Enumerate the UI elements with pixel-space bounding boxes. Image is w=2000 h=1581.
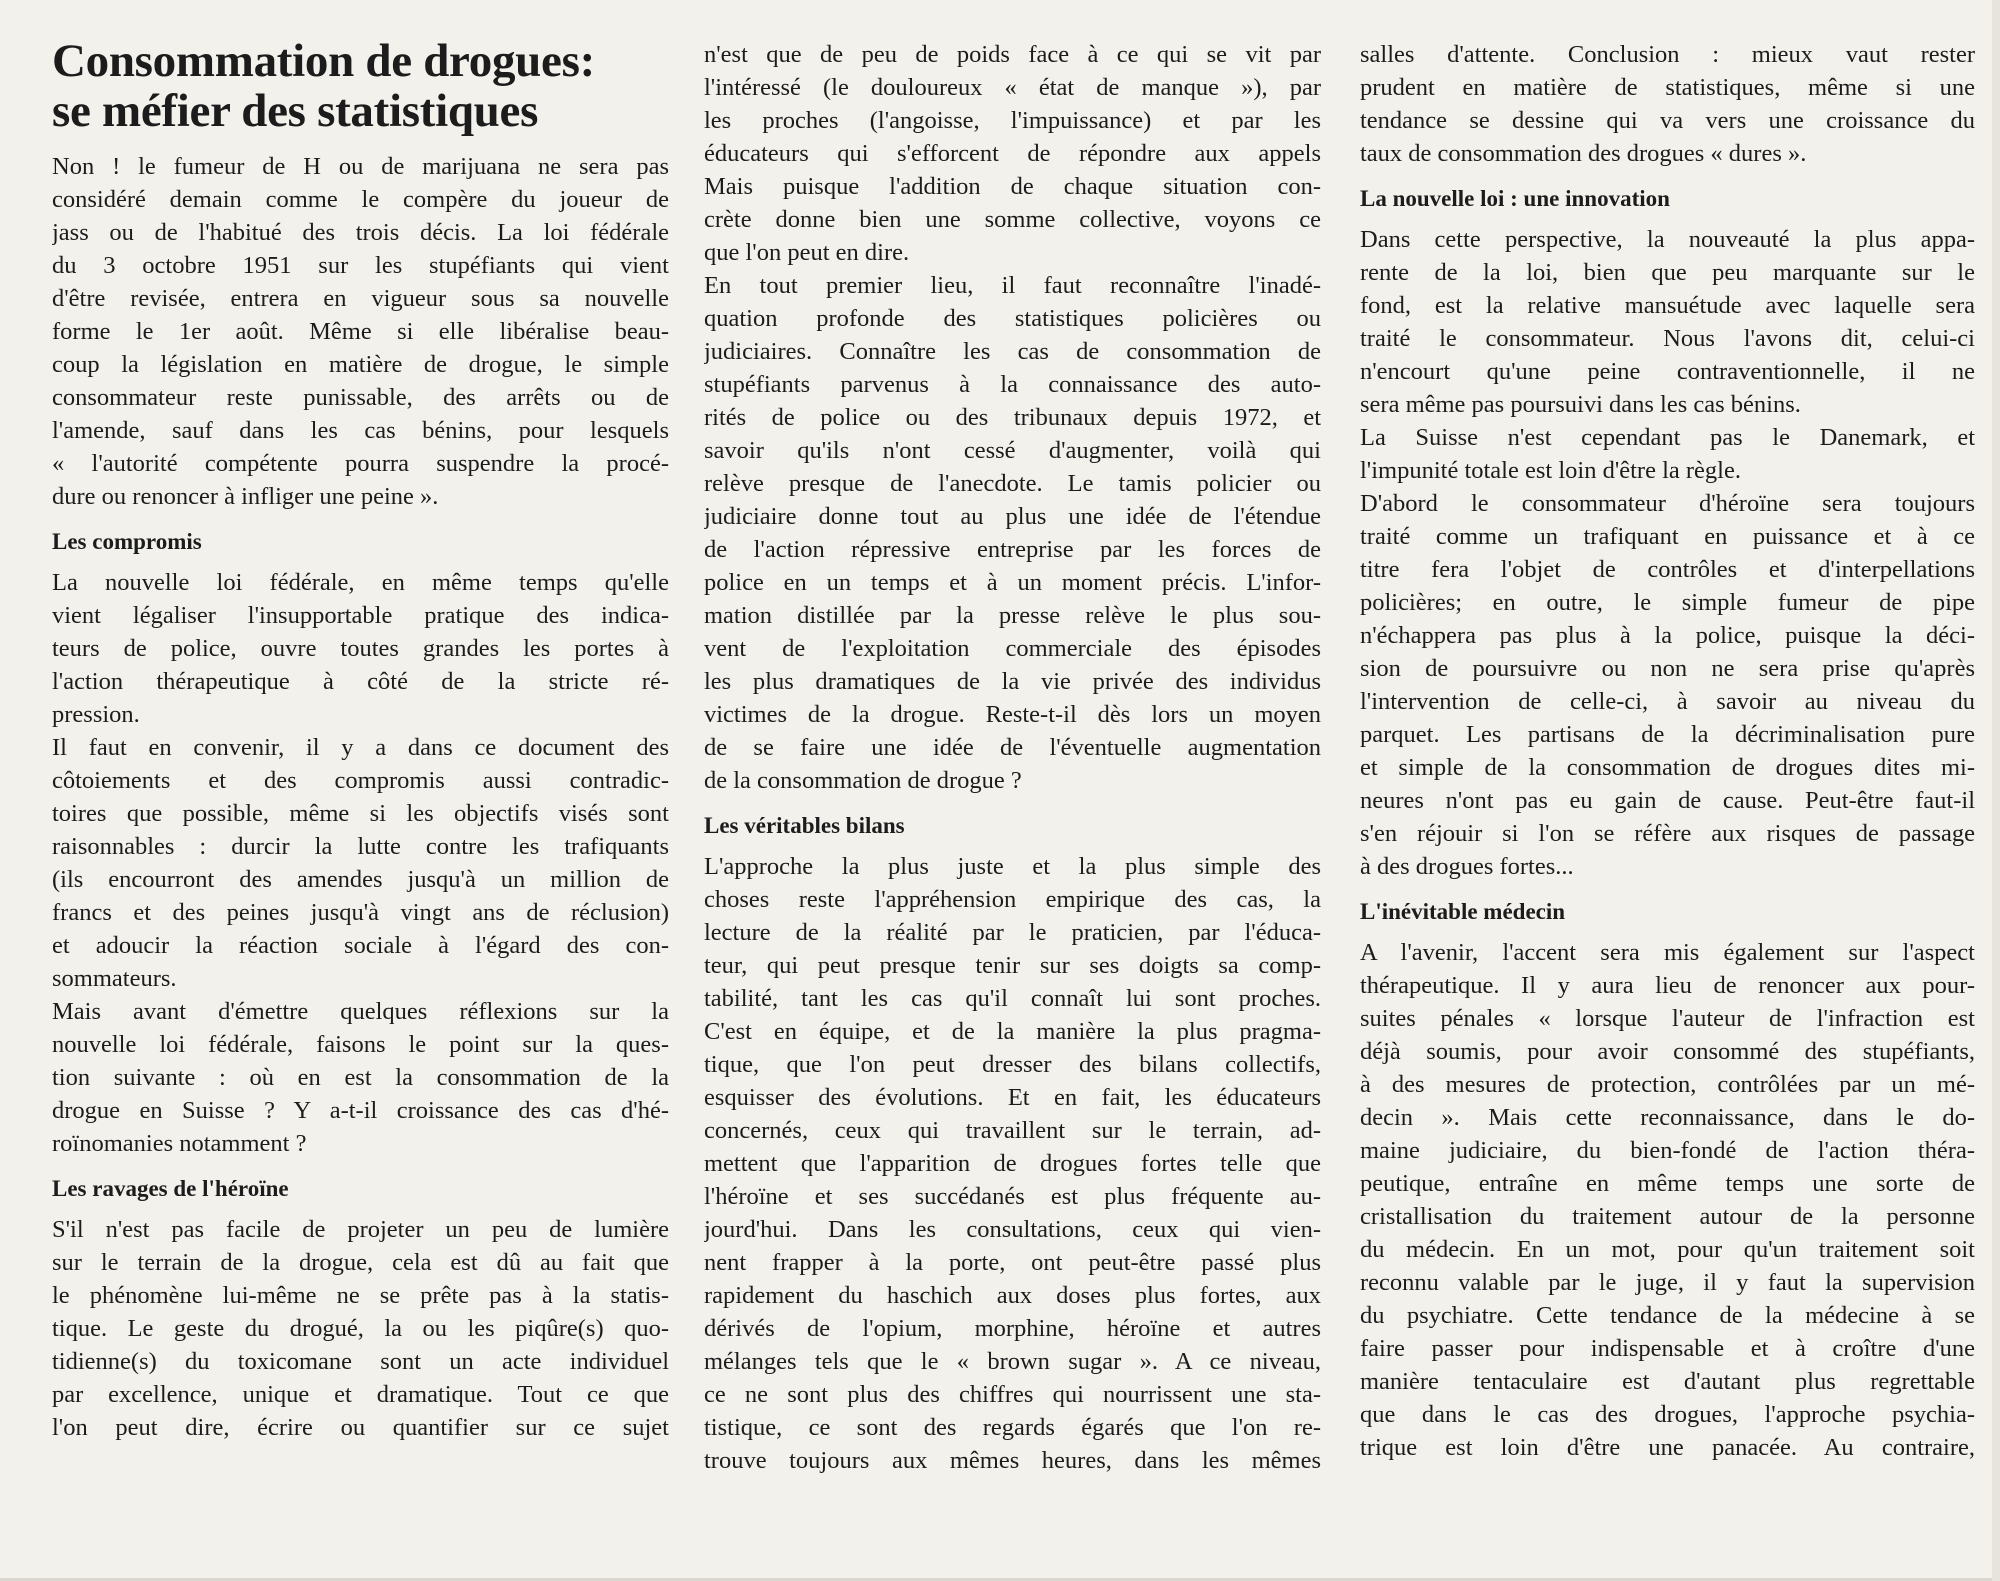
paragraph [1360,487,1975,883]
text-line: du 3 octobre 1951 sur les stupéfiants qui vient [52,252,669,279]
text-line: mélanges tels que le « brown sugar ». A ce niveau, [704,1348,1321,1375]
text-line: forme le 1er août. Même si elle libéralise beau- [52,318,669,345]
article-title [52,36,669,136]
text-line: dérivés de l'opium, morphine, héroïne et autres [704,1315,1321,1342]
text-line: sera même pas poursuivi dans les cas bénins. [1360,391,1801,418]
text-line: parquet. Les partisans de la décriminalisation pure [1360,721,1975,748]
text-line: traité le consommateur. Nous l'avons dit, celui-ci [1360,325,1975,352]
text-line: raisonnables : durcir la lutte contre les trafiquants [52,833,669,860]
text-line: tique. Le geste du drogué, la ou les piqûre(s) quo- [52,1315,669,1342]
text-line: (ils encourront des amendes jusqu'à un million de [52,866,669,893]
text-line: sommateurs. [52,965,177,992]
text-line: rités de police ou des tribunaux depuis 1972, et [704,404,1321,431]
text-line: drogue en Suisse ? Y a-t-il croissance des cas d'hé- [52,1097,669,1124]
text-line: L'approche la plus juste et la plus simple des [704,853,1321,880]
column-1 [52,36,669,1444]
subheading-medecin: L'inévitable médecin [1360,899,1566,924]
text-line: le phénomène lui-même ne se prête pas à la statis- [52,1282,669,1309]
text-line: nent frapper à la porte, ont peut-être passé plus [704,1249,1321,1276]
text-line: thérapeutique. Il y aura lieu de renoncer aux pour- [1360,972,1975,999]
text-line: vient légaliser l'insupportable pratique des indica- [52,602,669,629]
text-line: peutique, entraîne en même temps une sorte de [1360,1170,1975,1197]
paragraph [52,995,669,1160]
text-line: de l'action répressive entreprise par les forces de [704,536,1321,563]
text-line: suites pénales « lorsque l'auteur de l'infraction est [1360,1005,1975,1032]
text-line: police en un temps et à un moment précis. L'infor- [704,569,1321,596]
text-line: trouve toujours aux mêmes heures, dans les mêmes [704,1447,1321,1474]
text-line: teurs de police, ouvre toutes grandes les portes à [52,635,669,662]
text-line: jourd'hui. Dans les consultations, ceux qui vien- [704,1216,1321,1243]
column-2 [704,38,1321,1477]
text-line: mettent que l'apparition de drogues fortes telle que [704,1150,1321,1177]
text-line: roïnomanies notamment ? [52,1130,307,1157]
paragraph [52,150,669,513]
text-line: dure ou renoncer à infliger une peine ». [52,483,439,510]
text-line: n'est que de peu de poids face à ce qui se vit par [704,41,1321,68]
text-line: traité comme un trafiquant en puissance et à ce [1360,523,1975,550]
text-line: et adoucir la réaction sociale à l'égard des con- [52,932,669,959]
text-line: Mais puisque l'addition de chaque situation con- [704,173,1321,200]
text-line: sion de poursuivre ou non ne sera prise qu'après [1360,655,1975,682]
text-line: concernés, ceux qui travaillent sur le terrain, ad- [704,1117,1321,1144]
text-line: maine judiciaire, du bien-fondé de l'action théra- [1360,1137,1975,1164]
text-line: mation distillée par la presse relève le plus sou- [704,602,1321,629]
text-line: l'intervention de celle-ci, à savoir au niveau du [1360,688,1975,715]
column-3 [1360,38,1975,1464]
paragraph [704,38,1321,269]
paragraph [52,731,669,995]
text-line: D'abord le consommateur d'héroïne sera toujours [1360,490,1975,517]
text-line: manière tentaculaire est d'autant plus regrettable [1360,1368,1975,1395]
paragraph [1360,38,1975,170]
text-line: tabilité, tant les cas qu'il connaît lui sont proches. [704,985,1321,1012]
title-line-1: Consommation de drogues: [52,35,595,87]
text-line: l'action thérapeutique à côté de la stricte ré- [52,668,669,695]
text-line: faire passer pour indispensable et à croître d'une [1360,1335,1975,1362]
text-line: judiciaires. Connaître les cas de consommation de [704,338,1321,365]
text-line: C'est en équipe, et de la manière la plus pragma- [704,1018,1321,1045]
text-line: l'on peut dire, écrire ou quantifier sur ce sujet [52,1414,669,1441]
text-line: tidienne(s) du toxicomane sont un acte individuel [52,1348,669,1375]
paragraph [704,269,1321,797]
text-line: relève presque de l'anecdote. Le tamis policier ou [704,470,1321,497]
text-line: et simple de la consommation de drogues dites mi- [1360,754,1975,781]
subheading-compromis: Les compromis [52,529,202,554]
text-line: La nouvelle loi fédérale, en même temps qu'elle [52,569,669,596]
text-line: crète donne bien une somme collective, voyons ce [704,206,1321,233]
text-line: judiciaire donne tout au plus une idée de l'étendue [704,503,1321,530]
text-line: jass ou de l'habitué des trois décis. La loi fédérale [52,219,669,246]
text-line: consommateur reste punissable, des arrêts ou de [52,384,669,411]
text-line: à des drogues fortes... [1360,853,1574,880]
paragraph [52,1213,669,1444]
text-line: francs et des peines jusqu'à vingt ans de réclusion) [52,899,669,926]
text-line: S'il n'est pas facile de projeter un peu de lumière [52,1216,669,1243]
text-line: lecture de la réalité par le praticien, par l'éduca- [704,919,1321,946]
text-line: rente de la loi, bien que peu marquante sur le [1360,259,1975,286]
text-line: pression. [52,701,140,728]
text-line: éducateurs qui s'efforcent de répondre aux appels [704,140,1321,167]
text-line: Non ! le fumeur de H ou de marijuana ne sera pas [52,153,669,180]
text-line: d'être revisée, entrera en vigueur sous sa nouvelle [52,285,669,312]
text-line: les plus dramatiques de la vie privée des individus [704,668,1321,695]
text-line: fond, est la relative mansuétude avec laquelle sera [1360,292,1975,319]
text-line: que l'on peut en dire. [704,239,910,266]
subheading-ravages: Les ravages de l'héroïne [52,1176,289,1201]
text-line: savoir qu'ils n'ont cessé d'augmenter, voilà qui [704,437,1321,464]
paragraph [1360,936,1975,1464]
text-line: l'héroïne et ses succédanés est plus fréquente au- [704,1183,1321,1210]
text-line: vent de l'exploitation commerciale des épisodes [704,635,1321,662]
text-line: l'intéressé (le douloureux « état de manque »), par [704,74,1321,101]
text-line: titre fera l'objet de contrôles et d'interpellations [1360,556,1975,583]
text-line: côtoiements et des compromis aussi contradic- [52,767,669,794]
text-line: du psychiatre. Cette tendance de la médecine à se [1360,1302,1975,1329]
text-line: tendance se dessine qui va vers une croissance du [1360,107,1975,134]
text-line: esquisser des évolutions. Et en fait, les éducateurs [704,1084,1321,1111]
text-line: stupéfiants parvenus à la connaissance des auto- [704,371,1321,398]
title-line-2: se méfier des statistiques [52,85,539,137]
paragraph [52,566,669,731]
text-line: Il faut en convenir, il y a dans ce document des [52,734,669,761]
text-line: tistique, ce sont des regards égarés que l'on re- [704,1414,1321,1441]
text-line: à des mesures de protection, contrôlées par un mé- [1360,1071,1975,1098]
subheading-bilans: Les véritables bilans [704,813,905,838]
text-line: trique est loin d'être une panacée. Au contraire, [1360,1434,1975,1461]
text-line: En tout premier lieu, il faut reconnaître l'inadé- [704,272,1321,299]
text-line: déjà soumis, pour avoir consommé des stupéfiants, [1360,1038,1975,1065]
text-line: taux de consommation des drogues « dures ». [1360,140,1807,167]
text-line: victimes de la drogue. Reste-t-il dès lors un moyen [704,701,1321,728]
text-line: policières; en outre, le simple fumeur de pipe [1360,589,1975,616]
text-line: rapidement du haschich aux doses plus fortes, aux [704,1282,1321,1309]
text-line: prudent en matière de statistiques, même si une [1360,74,1975,101]
paragraph [1360,223,1975,421]
text-line: neures n'ont pas eu gain de cause. Peut-être faut-il [1360,787,1975,814]
text-line: nouvelle loi fédérale, faisons le point sur la ques- [52,1031,669,1058]
paragraph [704,850,1321,1477]
text-line: par excellence, unique et dramatique. Tout ce que [52,1381,669,1408]
text-line: considéré demain comme le compère du joueur de [52,186,669,213]
text-line: l'amende, sauf dans les cas bénins, pour lesquels [52,417,669,444]
text-line: reconnu valable par le juge, il y faut la supervision [1360,1269,1975,1296]
text-line: Dans cette perspective, la nouveauté la plus appa- [1360,226,1975,253]
text-line: tion suivante : où en est la consommation de la [52,1064,669,1091]
text-line: de la consommation de drogue ? [704,767,1022,794]
text-line: toires que possible, même si les objectifs visés sont [52,800,669,827]
text-line: les proches (l'angoisse, l'impuissance) et par les [704,107,1321,134]
text-line: Mais avant d'émettre quelques réflexions sur la [52,998,669,1025]
text-line: l'impunité totale est loin d'être la règle. [1360,457,1741,484]
text-line: n'échappera pas plus à la police, puisque la déci- [1360,622,1975,649]
paragraph [1360,421,1975,487]
text-line: cristallisation du traitement autour de la personne [1360,1203,1975,1230]
text-line: decin ». Mais cette reconnaissance, dans le do- [1360,1104,1975,1131]
text-line: « l'autorité compétente pourra suspendre la procé- [52,450,669,477]
text-line: A l'avenir, l'accent sera mis également sur l'aspect [1360,939,1975,966]
subheading-nouvelle-loi: La nouvelle loi : une innovation [1360,186,1670,211]
text-line: de se faire une idée de l'éventuelle augmentation [704,734,1321,761]
text-line: quation profonde des statistiques policières ou [704,305,1321,332]
page-fold-shadow [1992,0,2000,1581]
text-line: La Suisse n'est cependant pas le Danemark, et [1360,424,1975,451]
text-line: du médecin. En un mot, pour qu'un traitement soit [1360,1236,1975,1263]
text-line: n'encourt qu'une peine contraventionnelle, il ne [1360,358,1975,385]
text-line: choses reste l'appréhension empirique des cas, la [704,886,1321,913]
text-line: ce ne sont plus des chiffres qui nourrissent une sta- [704,1381,1321,1408]
text-line: tique, que l'on peut dresser des bilans collectifs, [704,1051,1321,1078]
text-line: sur le terrain de la drogue, cela est dû au fait que [52,1249,669,1276]
text-line: teur, qui peut presque tenir sur ses doigts sa comp- [704,952,1321,979]
text-line: coup la législation en matière de drogue, le simple [52,351,669,378]
text-line: salles d'attente. Conclusion : mieux vaut rester [1360,41,1975,68]
text-line: que dans le cas des drogues, l'approche psychia- [1360,1401,1975,1428]
text-line: s'en réjouir si l'on se réfère aux risques de passage [1360,820,1975,847]
